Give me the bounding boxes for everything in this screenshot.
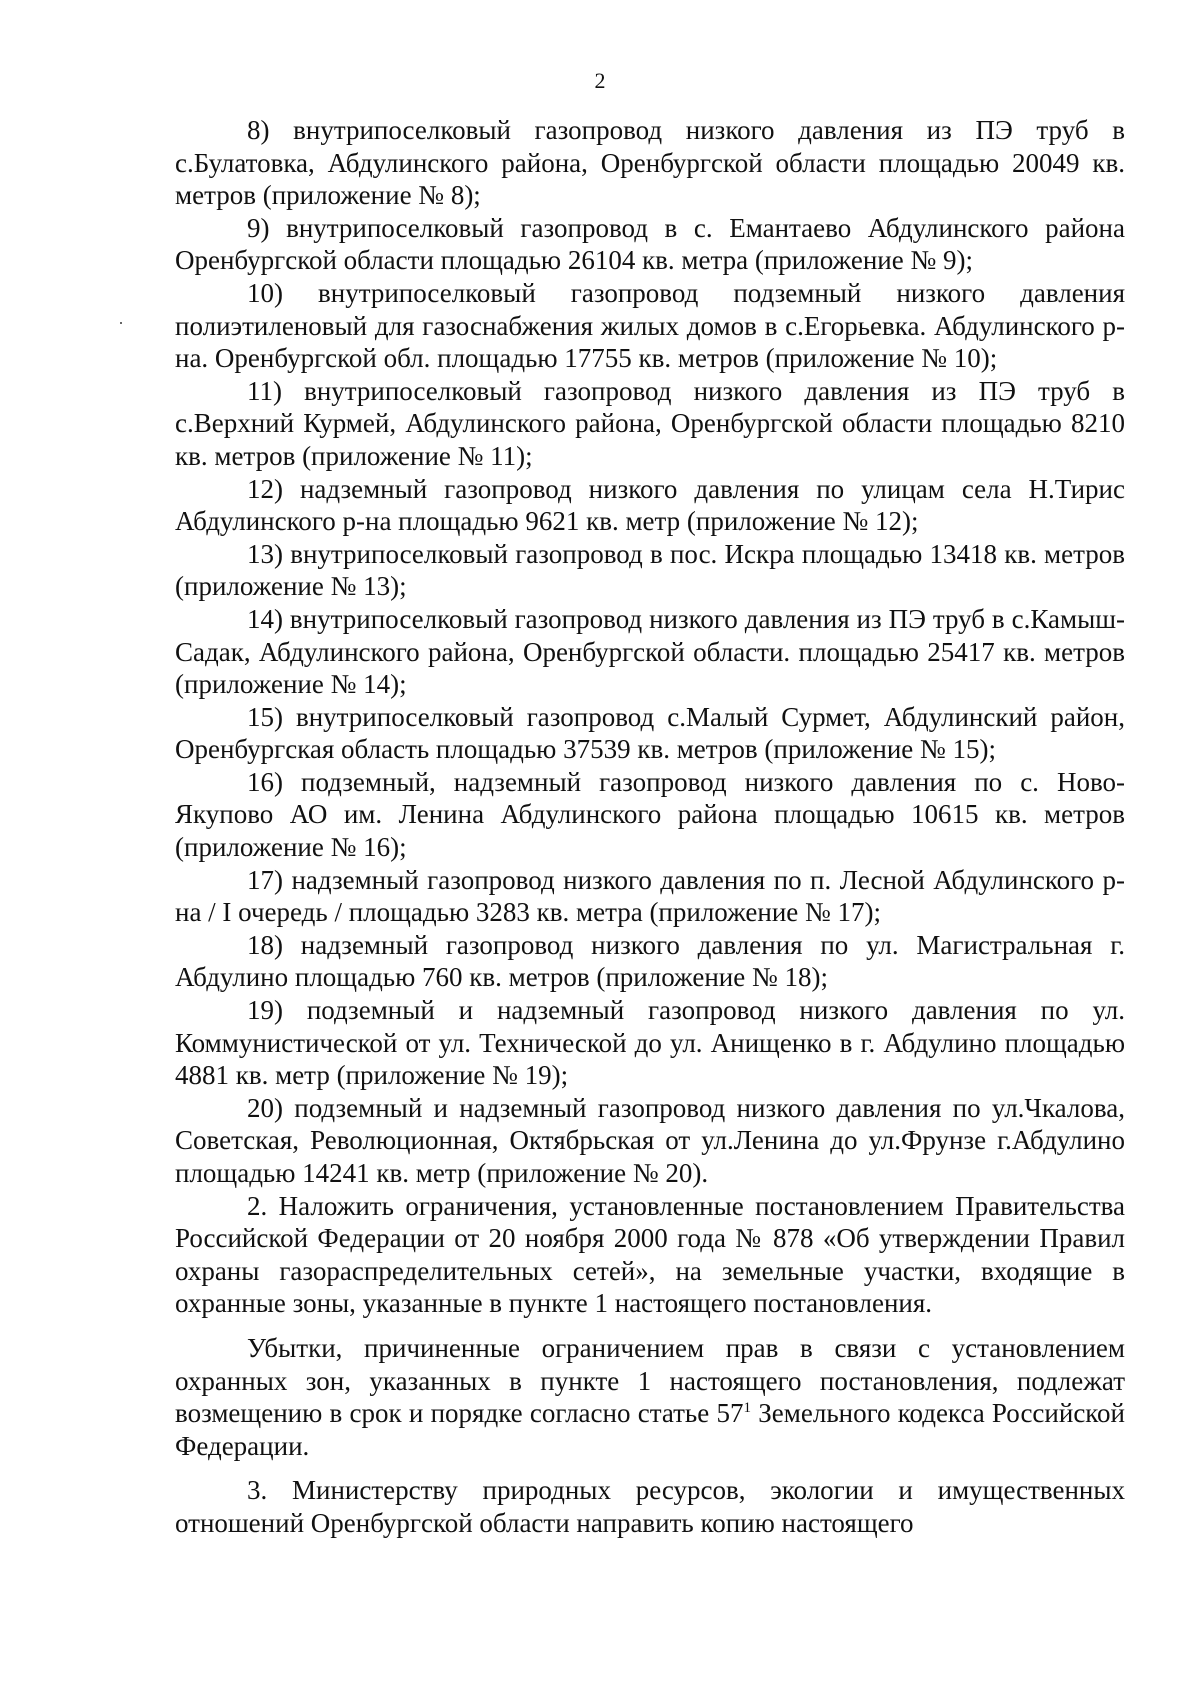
list-item-20: 20) подземный и надземный газопровод низкого давления по ул.Чкалова, Советская, Революционная, Октябрьская от ул.Ленина до ул.Фрунзе г.Абдулино площадью 14241 кв. метр (приложение № 20). (175, 1092, 1125, 1188)
list-item-9: 9) внутрипоселковый газопровод в с. Емантаево Абдулинского района Оренбургской области площадью 26104 кв. метра (приложение № 9); (175, 212, 1125, 276)
list-item-15: 15) внутрипоселковый газопровод с.Малый Сурмет, Абдулинский район, Оренбургская область площадью 37539 кв. метров (приложение № 15); (175, 701, 1125, 765)
list-item-11: 11) внутрипоселковый газопровод низкого давления из ПЭ труб в с.Верхний Курмей, Абдулинского района, Оренбургской области площадью 8210 кв. метров (приложение № 11); (175, 375, 1125, 471)
list-item-12: 12) надземный газопровод низкого давления по улицам села Н.Тирис Абдулинского р-на площадью 9621 кв. метр (приложение № 12); (175, 473, 1125, 537)
list-item-8: 8) внутрипоселковый газопровод низкого давления из ПЭ труб в с.Булатовка, Абдулинского района, Оренбургской области площадью 20049 кв. метров (приложение № 8); (175, 115, 1125, 211)
list-item-16: 16) подземный, надземный газопровод низкого давления по с. Ново-Якупово АО им. Ленина Абдулинского района площадью 10615 кв. метров (приложение № 16); (175, 766, 1125, 863)
losses-text-start: Убытки, причиненные ограничением прав в связи с установлением охранных зон, указанных в пункте 1 настоящего постановления, подлежат возмещению в срок и порядке согласно статье 57 (175, 1332, 1125, 1429)
list-item-19: 19) подземный и надземный газопровод низкого давления по ул. Коммунистической от ул. Технической до ул. Анищенко в г. Абдулино площадью 4881 кв. метр (приложение № 19); (175, 995, 1125, 1091)
list-item-17: 17) надземный газопровод низкого давления по п. Лесной Абдулинского р-на / I очередь / площадью 3283 кв. метра (приложение № 17); (175, 864, 1125, 928)
list-item-13: 13) внутрипоселковый газопровод в пос. Искра площадью 13418 кв. метров (приложение № 13); (175, 538, 1125, 602)
list-item-18: 18) надземный газопровод низкого давления по ул. Магистральная г. Абдулино площадью 760 кв. метров (приложение № 18); (175, 929, 1125, 993)
document-body (175, 114, 1125, 1540)
section-2-paragraph: 2. Наложить ограничения, установленные постановлением Правительства Российской Федерации от 20 ноября 2000 года № 878 «Об утверждении Правил охраны газораспределительных сетей», на земельные участки, входящие в охранные зоны, указанные в пункте 1 настоящего постановления. (175, 1190, 1125, 1319)
losses-paragraph (175, 1332, 1125, 1462)
list-item-10: 10) внутрипоселковый газопровод подземный низкого давления полиэтиленовый для газоснабжения жилых домов в с.Егорьевка. Абдулинского р-на. Оренбургской обл. площадью 17755 кв. метров (приложение № 10); (175, 277, 1125, 374)
list-item-14: 14) внутрипоселковый газопровод низкого давления из ПЭ труб в с.Камыш-Садак, Абдулинского района, Оренбургской области. площадью 25417 кв. метров (приложение № 14); (175, 603, 1125, 700)
section-3-paragraph: 3. Министерству природных ресурсов, экологии и имущественных отношений Оренбургской области направить копию настоящего (175, 1475, 1125, 1538)
article-superscript: 1 (743, 1400, 751, 1417)
losses-text-end: Земельного кодекса Российской Федерации. (175, 1398, 1125, 1461)
page-number: 2 (594, 68, 606, 93)
scan-speck (120, 322, 122, 324)
